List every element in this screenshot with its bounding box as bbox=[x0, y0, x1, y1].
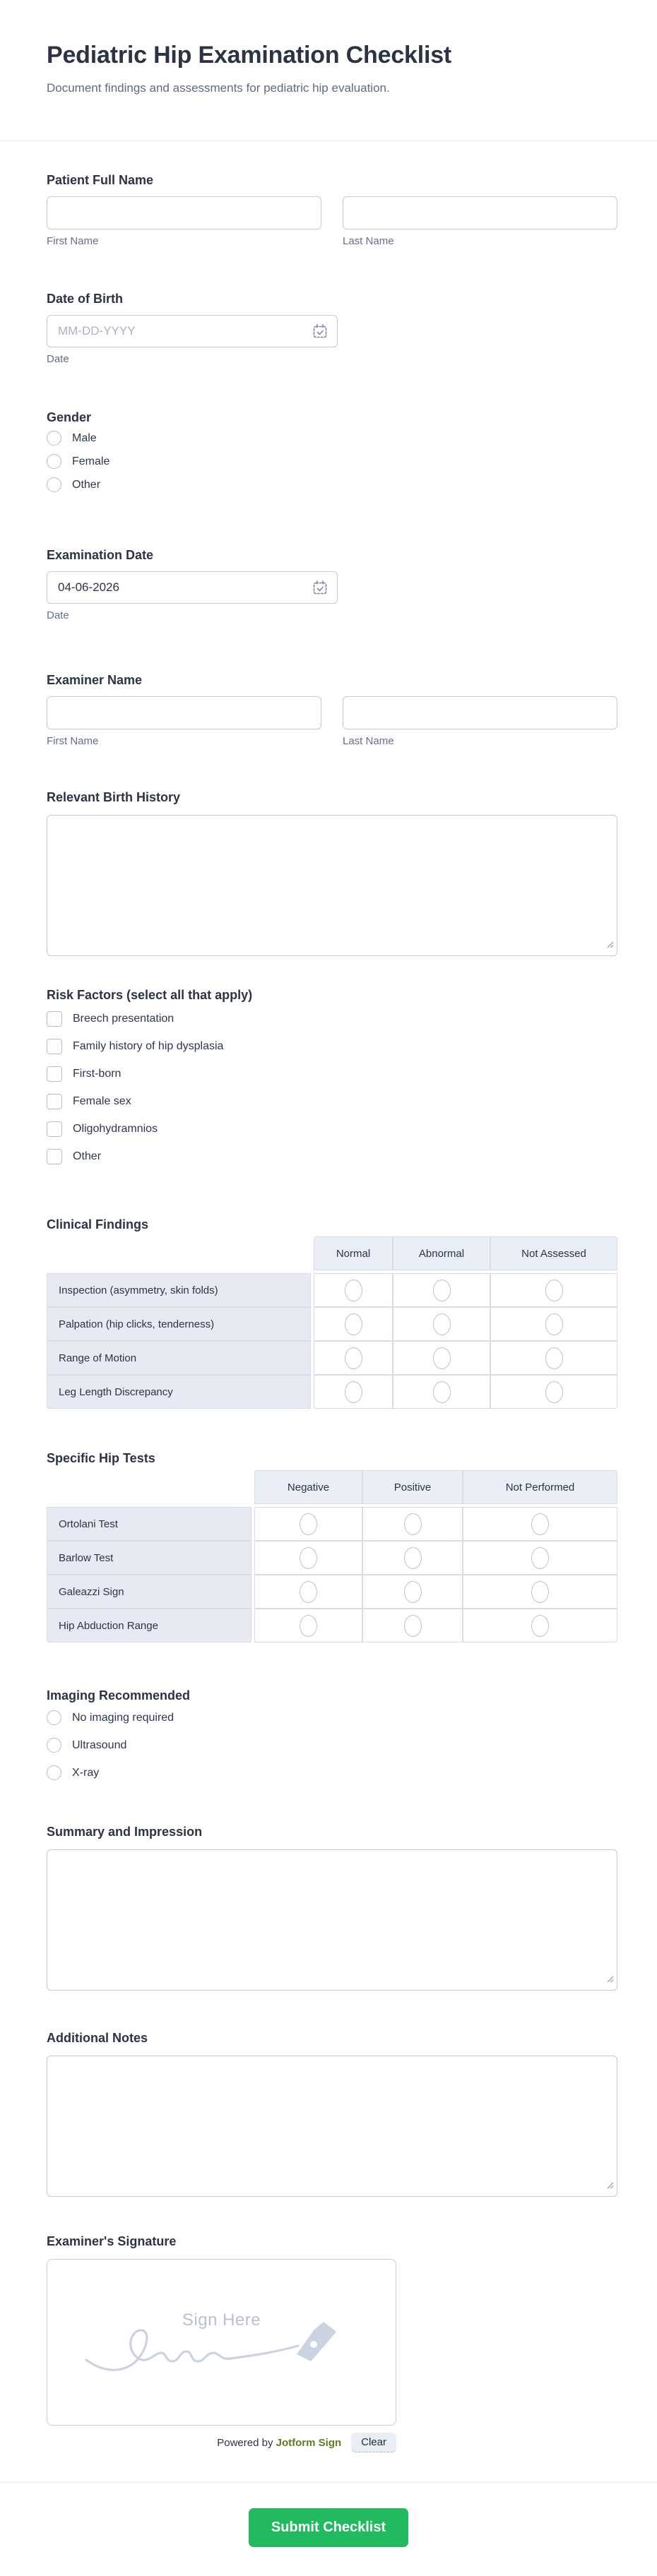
matrix-cell bbox=[463, 1609, 617, 1642]
question-summary bbox=[47, 1824, 617, 1991]
matrix-cell bbox=[254, 1575, 362, 1609]
question-specific-hip-tests bbox=[47, 1450, 617, 1642]
option-label: No imaging required bbox=[72, 1711, 174, 1724]
matrix-cell bbox=[463, 1541, 617, 1575]
patient-first-name-input[interactable] bbox=[47, 196, 321, 229]
matrix-column-header: Abnormal bbox=[393, 1236, 490, 1270]
matrix-row-label: Range of Motion bbox=[47, 1341, 311, 1375]
checkbox-icon[interactable] bbox=[47, 1066, 62, 1082]
matrix-radio[interactable] bbox=[531, 1615, 549, 1637]
signature-pad[interactable] bbox=[47, 2259, 396, 2426]
option-label: Ultrasound bbox=[72, 1739, 127, 1751]
matrix-cell bbox=[490, 1307, 617, 1341]
page-subtitle: Document findings and assessments for pediatric hip evaluation. bbox=[47, 81, 390, 95]
risk-option-first-born[interactable] bbox=[47, 1066, 617, 1082]
matrix-column-header: Normal bbox=[314, 1236, 393, 1270]
matrix-row-label: Hip Abduction Range bbox=[47, 1609, 251, 1642]
matrix-cell bbox=[362, 1541, 463, 1575]
examination-date-input[interactable] bbox=[47, 571, 338, 604]
question-examination-date bbox=[47, 547, 617, 622]
matrix-radio[interactable] bbox=[433, 1280, 451, 1301]
matrix-radio[interactable] bbox=[300, 1547, 317, 1569]
matrix-row-label: Inspection (asymmetry, skin folds) bbox=[47, 1273, 311, 1307]
matrix-row-label: Palpation (hip clicks, tenderness) bbox=[47, 1307, 311, 1341]
sign-here-hint: Sign Here bbox=[182, 2310, 261, 2330]
clinical-findings-matrix bbox=[47, 1236, 617, 1409]
matrix-cell bbox=[314, 1273, 393, 1307]
question-label: Examiner's Signature bbox=[47, 2234, 177, 2248]
radio-icon[interactable] bbox=[47, 431, 61, 446]
matrix-radio[interactable] bbox=[433, 1381, 451, 1403]
matrix-radio[interactable] bbox=[404, 1581, 422, 1603]
last-name-sublabel: Last Name bbox=[343, 235, 394, 247]
imaging-option-ultrasound[interactable] bbox=[47, 1738, 617, 1753]
matrix-row-label: Ortolani Test bbox=[47, 1507, 251, 1541]
page-title: Pediatric Hip Examination Checklist bbox=[47, 42, 452, 68]
matrix-radio[interactable] bbox=[545, 1347, 563, 1369]
matrix-radio[interactable] bbox=[345, 1313, 362, 1335]
matrix-column-header: Negative bbox=[254, 1470, 362, 1504]
question-label: Additional Notes bbox=[47, 2031, 148, 2045]
question-clinical-findings bbox=[47, 1217, 617, 1409]
calendar-icon[interactable] bbox=[312, 323, 328, 342]
matrix-radio[interactable] bbox=[433, 1313, 451, 1335]
matrix-cell bbox=[362, 1507, 463, 1541]
option-label: First-born bbox=[73, 1068, 122, 1080]
submit-checklist-button[interactable]: Submit Checklist bbox=[249, 2508, 408, 2547]
matrix-cell bbox=[393, 1307, 490, 1341]
option-label: Male bbox=[72, 431, 97, 444]
examiner-first-name-input[interactable] bbox=[47, 696, 321, 729]
question-label: Examination Date bbox=[47, 548, 154, 562]
first-name-sublabel: First Name bbox=[47, 235, 99, 247]
question-label: Summary and Impression bbox=[47, 1825, 203, 1839]
matrix-column-header: Positive bbox=[362, 1470, 463, 1504]
powered-by-label: Powered by bbox=[217, 2436, 273, 2449]
risk-option-family-history[interactable] bbox=[47, 1039, 617, 1054]
risk-option-oligohydramnios[interactable] bbox=[47, 1121, 617, 1137]
question-label: Gender bbox=[47, 410, 92, 424]
first-name-sublabel: First Name bbox=[47, 735, 99, 747]
matrix-radio[interactable] bbox=[545, 1280, 563, 1301]
date-sublabel: Date bbox=[47, 609, 69, 621]
checkbox-icon[interactable] bbox=[47, 1121, 62, 1137]
radio-icon[interactable] bbox=[47, 454, 61, 469]
question-label: Relevant Birth History bbox=[47, 790, 181, 804]
summary-textarea[interactable] bbox=[47, 1849, 617, 1991]
last-name-sublabel: Last Name bbox=[343, 735, 394, 747]
matrix-cell bbox=[314, 1307, 393, 1341]
imaging-option-none[interactable] bbox=[47, 1710, 617, 1725]
matrix-radio[interactable] bbox=[433, 1347, 451, 1369]
matrix-cell bbox=[463, 1507, 617, 1541]
matrix-radio[interactable] bbox=[545, 1313, 563, 1335]
footer-divider bbox=[0, 2482, 657, 2483]
option-label: Other bbox=[73, 1150, 102, 1162]
option-label: Other bbox=[72, 478, 101, 491]
gender-option-other[interactable] bbox=[47, 477, 617, 492]
option-label: Family history of hip dysplasia bbox=[73, 1040, 224, 1052]
resize-handle-icon[interactable] bbox=[606, 1974, 614, 1986]
jotform-sign-brand: Jotform Sign bbox=[276, 2436, 342, 2449]
checkbox-icon[interactable] bbox=[47, 1149, 62, 1164]
resize-handle-icon[interactable] bbox=[606, 939, 614, 952]
matrix-cell bbox=[393, 1375, 490, 1409]
matrix-cell bbox=[490, 1273, 617, 1307]
matrix-radio[interactable] bbox=[345, 1347, 362, 1369]
matrix-column-header: Not Performed bbox=[463, 1470, 617, 1504]
question-risk-factors bbox=[47, 987, 617, 1164]
question-date-of-birth bbox=[47, 291, 617, 366]
matrix-cell bbox=[314, 1341, 393, 1375]
resize-handle-icon[interactable] bbox=[606, 2180, 614, 2193]
date-sublabel: Date bbox=[47, 353, 69, 365]
question-examiner-signature bbox=[47, 2234, 617, 2452]
matrix-cell bbox=[314, 1375, 393, 1409]
option-label: Female sex bbox=[73, 1095, 131, 1107]
checkbox-icon[interactable] bbox=[47, 1094, 62, 1109]
radio-icon[interactable] bbox=[47, 1738, 61, 1753]
matrix-row-label: Leg Length Discrepancy bbox=[47, 1375, 311, 1409]
examiner-last-name-input[interactable] bbox=[343, 696, 617, 729]
gender-option-male[interactable] bbox=[47, 431, 617, 446]
risk-option-other[interactable] bbox=[47, 1149, 617, 1164]
form-body bbox=[0, 141, 657, 2452]
imaging-option-xray[interactable] bbox=[47, 1765, 617, 1780]
question-label: Date of Birth bbox=[47, 292, 123, 306]
matrix-cell bbox=[254, 1609, 362, 1642]
question-imaging-recommended bbox=[47, 1688, 617, 1780]
matrix-radio[interactable] bbox=[404, 1547, 422, 1569]
question-gender bbox=[47, 410, 617, 492]
matrix-radio[interactable] bbox=[300, 1615, 317, 1637]
question-patient-full-name bbox=[47, 172, 617, 248]
matrix-cell bbox=[362, 1575, 463, 1609]
date-of-birth-input[interactable] bbox=[47, 315, 338, 347]
matrix-radio[interactable] bbox=[545, 1381, 563, 1403]
checkbox-icon[interactable] bbox=[47, 1011, 62, 1027]
birth-history-textarea[interactable] bbox=[47, 815, 617, 956]
question-label: Risk Factors (select all that apply) bbox=[47, 988, 253, 1002]
matrix-cell bbox=[393, 1273, 490, 1307]
powered-by-text bbox=[217, 2437, 341, 2449]
question-label: Imaging Recommended bbox=[47, 1688, 191, 1703]
question-label: Clinical Findings bbox=[47, 1217, 149, 1232]
question-examiner-name bbox=[47, 672, 617, 748]
matrix-cell bbox=[362, 1609, 463, 1642]
checkbox-icon[interactable] bbox=[47, 1039, 62, 1054]
matrix-radio[interactable] bbox=[404, 1615, 422, 1637]
question-label: Specific Hip Tests bbox=[47, 1451, 155, 1465]
matrix-radio[interactable] bbox=[300, 1581, 317, 1603]
matrix-radio[interactable] bbox=[404, 1513, 422, 1535]
matrix-column-header: Not Assessed bbox=[490, 1236, 617, 1270]
radio-icon[interactable] bbox=[47, 1710, 61, 1725]
additional-notes-textarea[interactable] bbox=[47, 2056, 617, 2197]
matrix-radio[interactable] bbox=[345, 1381, 362, 1403]
option-label: Breech presentation bbox=[73, 1013, 174, 1025]
calendar-icon[interactable] bbox=[312, 580, 328, 599]
question-birth-history bbox=[47, 789, 617, 956]
option-label: Oligohydramnios bbox=[73, 1123, 158, 1135]
radio-icon[interactable] bbox=[47, 477, 61, 492]
matrix-radio[interactable] bbox=[300, 1513, 317, 1535]
option-label: X-ray bbox=[72, 1766, 100, 1779]
matrix-row-label: Barlow Test bbox=[47, 1541, 251, 1575]
matrix-cell bbox=[254, 1507, 362, 1541]
option-label: Female bbox=[72, 455, 110, 467]
patient-last-name-input[interactable] bbox=[343, 196, 617, 229]
risk-option-breech[interactable] bbox=[47, 1011, 617, 1027]
gender-option-female[interactable] bbox=[47, 454, 617, 469]
risk-option-female-sex[interactable] bbox=[47, 1094, 617, 1109]
matrix-radio[interactable] bbox=[531, 1513, 549, 1535]
form-header bbox=[0, 0, 657, 141]
pen-nib-icon bbox=[297, 2322, 336, 2361]
matrix-row-label: Galeazzi Sign bbox=[47, 1575, 251, 1609]
matrix-radio[interactable] bbox=[531, 1547, 549, 1569]
clear-signature-button[interactable]: Clear bbox=[351, 2433, 396, 2452]
question-label: Examiner Name bbox=[47, 673, 143, 687]
radio-icon[interactable] bbox=[47, 1765, 61, 1780]
question-additional-notes bbox=[47, 2030, 617, 2197]
matrix-radio[interactable] bbox=[531, 1581, 549, 1603]
matrix-cell bbox=[254, 1541, 362, 1575]
hip-tests-matrix bbox=[47, 1470, 617, 1642]
question-label: Patient Full Name bbox=[47, 173, 154, 187]
matrix-cell bbox=[490, 1375, 617, 1409]
signature-squiggle-and-pen-icon bbox=[81, 2301, 363, 2389]
matrix-cell bbox=[393, 1341, 490, 1375]
matrix-cell bbox=[490, 1341, 617, 1375]
matrix-radio[interactable] bbox=[345, 1280, 362, 1301]
matrix-cell bbox=[463, 1575, 617, 1609]
